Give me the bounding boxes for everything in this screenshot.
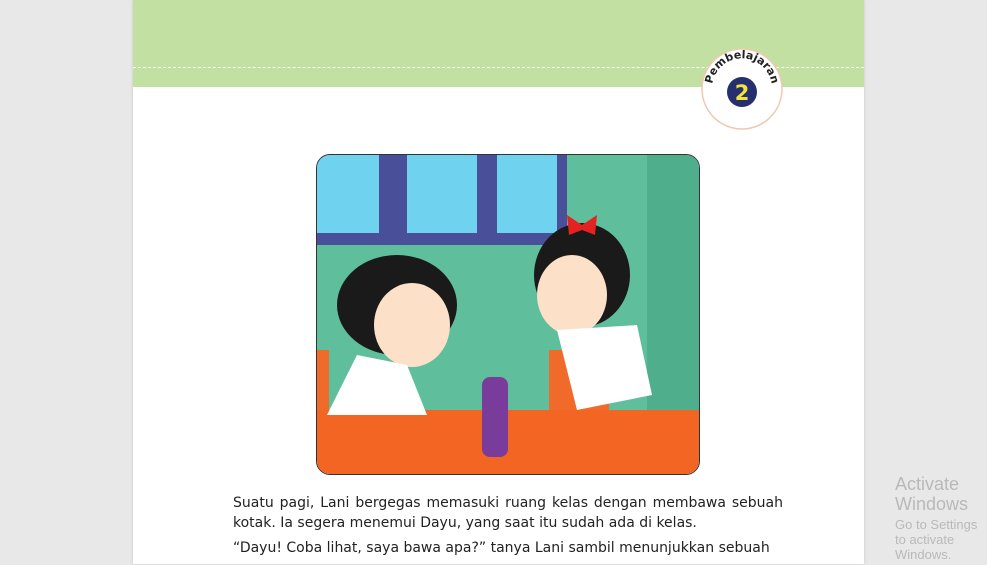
badge-number: 2 bbox=[734, 81, 750, 105]
badge-label: Pembelajaran bbox=[702, 48, 782, 85]
watermark-title: Activate Windows bbox=[895, 474, 969, 514]
paragraph: Suatu pagi, Lani bergegas memasuki ruang kelas dengan membawa sebuah kotak. Ia segera menemui Dayu, yang saat itu sudah ada di kelas. bbox=[233, 495, 783, 531]
book-page bbox=[133, 0, 864, 564]
lesson-badge bbox=[701, 48, 783, 130]
paragraph: “Dayu! Coba lihat, saya bawa apa?” tanya Lani sambil menunjukkan sebuah bbox=[233, 540, 770, 556]
story-text bbox=[233, 494, 783, 565]
classroom-illustration bbox=[316, 154, 700, 475]
watermark-subtitle: Go to Settings to activate Windows. bbox=[895, 517, 978, 562]
activate-windows-watermark bbox=[895, 474, 983, 562]
